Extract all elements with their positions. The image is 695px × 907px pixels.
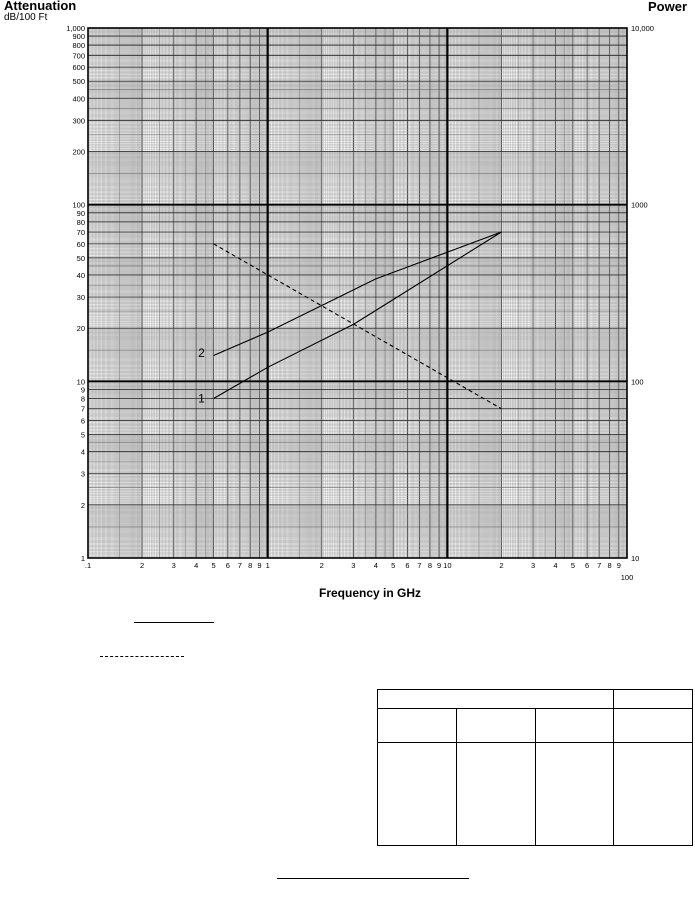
y-tick-label: 800 — [72, 41, 85, 51]
y-tick-label: 8 — [80, 394, 85, 404]
x-tick-label: 2 — [499, 561, 504, 570]
y-tick-label: 4 — [80, 447, 85, 457]
y2-tick-label: 100 — [631, 377, 644, 387]
y-tick-label: 100 — [72, 200, 85, 210]
x-tick-label: 4 — [553, 561, 558, 570]
table-subheader-cell — [614, 709, 693, 743]
y-tick-label: 600 — [72, 63, 85, 73]
x-tick-label: 2 — [139, 561, 145, 570]
series-label: 2 — [198, 345, 205, 360]
table-header-cell — [378, 690, 614, 709]
table-subheader-cell — [456, 709, 535, 743]
x-tick-label: 5 — [391, 561, 396, 570]
y-tick-label: 500 — [72, 77, 85, 87]
y-tick-label: 80 — [76, 217, 85, 227]
left-axis-unit: dB/100 Ft — [4, 12, 48, 23]
x-tick-label: 6 — [405, 561, 410, 570]
table-cell — [378, 743, 457, 846]
table-subheader-cell — [378, 709, 457, 743]
table-subheader-cell — [535, 709, 614, 743]
y-tick-label: 2 — [80, 500, 85, 510]
y2-tick-label: 1000 — [631, 200, 648, 210]
series-label: 1 — [198, 391, 205, 406]
x-tick-label: 7 — [417, 561, 422, 570]
spec-table — [377, 689, 693, 846]
x-tick-label: 5 — [570, 561, 576, 570]
x-tick-label: 8 — [248, 561, 253, 570]
signature-line — [277, 878, 469, 879]
left-axis-title: Attenuation — [4, 0, 77, 13]
y-tick-label: 7 — [80, 404, 85, 414]
x-tick-label: 1 — [265, 561, 270, 570]
y-tick-label: 70 — [76, 228, 85, 238]
y-tick-label: 400 — [72, 94, 85, 104]
y2-tick-label: 10,000 — [631, 24, 654, 33]
y-tick-label: 900 — [72, 32, 85, 42]
table-header-row — [378, 690, 693, 709]
y-tick-label: 1 — [80, 554, 85, 563]
table-subheader-row — [378, 709, 693, 743]
x-tick-label: 4 — [373, 561, 378, 570]
y-tick-label: 20 — [76, 324, 85, 334]
y-tick-label: 1,000 — [66, 24, 85, 33]
y-tick-label: 10 — [76, 377, 85, 387]
y2-tick-label: 10 — [631, 554, 640, 563]
x-tick-label: 7 — [597, 561, 602, 570]
y-tick-label: 200 — [72, 147, 85, 157]
x-tick-label: 10 — [443, 561, 452, 570]
x-tick-label: 3 — [530, 561, 536, 570]
table-cell — [535, 743, 614, 846]
y-tick-label: 6 — [80, 416, 85, 426]
y-tick-label: 300 — [72, 116, 85, 126]
y-tick-label: 30 — [76, 293, 85, 303]
table-row — [378, 743, 693, 846]
x-tick-label: 7 — [237, 561, 242, 570]
y-tick-label: 40 — [76, 270, 85, 280]
legend-solid-line — [134, 622, 214, 623]
x-tick-label: 3 — [351, 561, 356, 570]
x-tick-label: 5 — [211, 561, 216, 570]
x-tick-label: 100 — [620, 573, 634, 582]
x-tick-label: 9 — [616, 561, 621, 570]
right-axis-title: Power — [647, 0, 687, 14]
x-tick-label: 9 — [257, 561, 262, 570]
y-tick-label: 5 — [80, 430, 85, 440]
x-tick-label: 3 — [171, 561, 176, 570]
y-tick-label: 90 — [76, 208, 85, 218]
y-tick-label: 50 — [76, 253, 85, 263]
tick-labels — [66, 24, 654, 582]
x-axis-title: Frequency in GHz — [318, 586, 422, 600]
legend-dashed-line — [100, 656, 184, 657]
x-tick-label: 4 — [194, 561, 199, 570]
table-cell — [456, 743, 535, 846]
x-tick-label: 8 — [607, 561, 612, 570]
x-tick-label: 9 — [437, 561, 442, 570]
y-tick-label: 700 — [72, 51, 85, 61]
y-tick-label: 9 — [80, 385, 85, 395]
x-tick-label: 8 — [427, 561, 433, 570]
table-cell — [614, 743, 693, 846]
x-tick-label: 2 — [319, 561, 324, 570]
table-header-cell — [614, 690, 693, 709]
y-tick-label: 60 — [76, 239, 85, 249]
x-tick-label: 6 — [585, 561, 590, 570]
x-tick-label: 6 — [225, 561, 230, 570]
y-tick-label: 3 — [80, 469, 85, 479]
x-tick-label: .1 — [84, 561, 92, 570]
grid — [88, 28, 627, 558]
